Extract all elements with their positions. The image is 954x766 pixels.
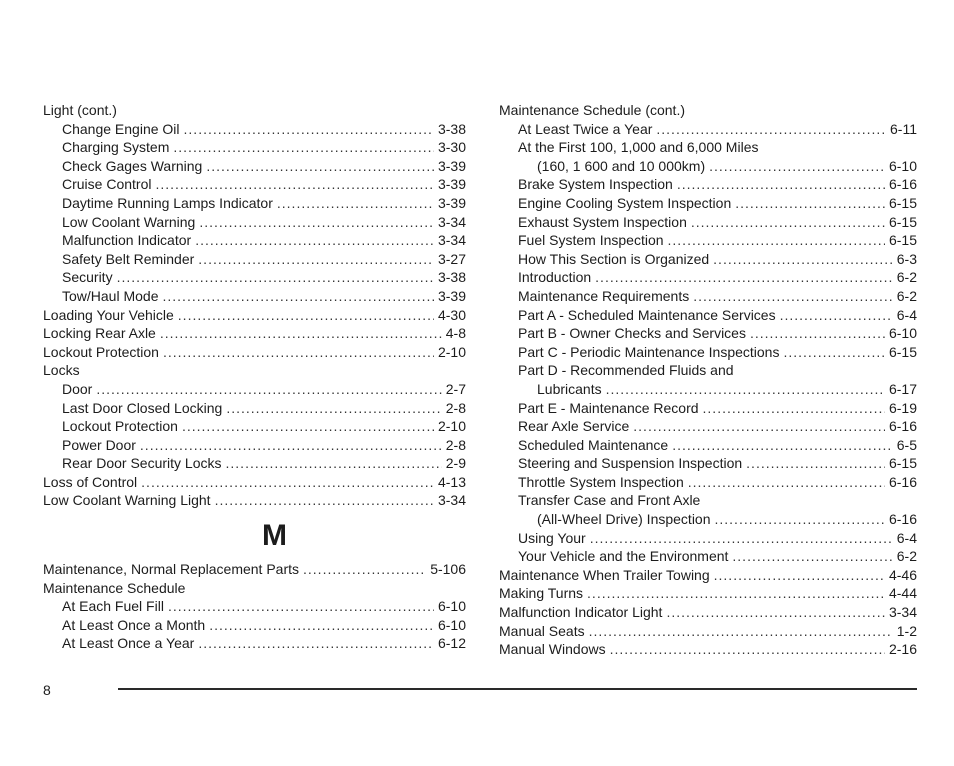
index-entry (43, 194, 466, 213)
index-entry (499, 268, 917, 287)
entry-label: Brake System Inspection (518, 176, 673, 193)
index-entry (499, 399, 917, 418)
index-entry (43, 473, 466, 492)
dot-leader (173, 138, 434, 157)
entry-page: 3-34 (437, 492, 466, 509)
dot-leader (215, 491, 434, 510)
dot-leader (96, 380, 441, 399)
index-column-right (499, 101, 917, 659)
entry-page: 3-39 (437, 157, 466, 174)
dot-leader (587, 584, 885, 603)
index-entry (499, 547, 917, 566)
entry-label: At Least Once a Month (62, 616, 206, 633)
entry-page: 6-4 (896, 529, 917, 546)
entry-label: Engine Cooling System Inspection (518, 194, 732, 211)
index-entry (43, 417, 466, 436)
index-entry (43, 597, 466, 616)
index-entry (43, 250, 466, 269)
entry-page: 3-38 (437, 269, 466, 286)
entry-page: 2-16 (888, 641, 917, 658)
index-entry (43, 175, 466, 194)
entry-page: 3-27 (437, 250, 466, 267)
dot-leader (160, 324, 442, 343)
entry-label: Safety Belt Reminder (62, 250, 195, 267)
dot-leader (199, 213, 434, 232)
dot-leader (140, 436, 442, 455)
entry-page: 3-39 (437, 176, 466, 193)
index-entry (499, 417, 917, 436)
entry-label: Part A - Scheduled Maintenance Services (518, 306, 776, 323)
index-entry (499, 510, 917, 529)
entry-label: Making Turns (499, 585, 584, 602)
entry-page: 6-12 (437, 635, 466, 652)
entry-page: 6-19 (888, 399, 917, 416)
index-entry (43, 101, 466, 120)
entry-label: Part B - Owner Checks and Services (518, 325, 746, 342)
dot-leader (715, 510, 885, 529)
entry-label: Manual Seats (499, 622, 585, 639)
dot-leader (141, 473, 434, 492)
entry-page: 6-2 (896, 287, 917, 304)
entry-label: Loading Your Vehicle (43, 306, 174, 323)
entry-label: Your Vehicle and the Environment (518, 548, 729, 565)
entry-label: Low Coolant Warning Light (43, 492, 211, 509)
index-entry (499, 491, 917, 510)
entry-label: Locking Rear Axle (43, 325, 156, 342)
index-entry (43, 361, 466, 380)
entry-page: 6-15 (888, 343, 917, 360)
entry-page: 3-38 (437, 120, 466, 137)
entry-page: 6-15 (888, 455, 917, 472)
index-entry (499, 473, 917, 492)
entry-page: 6-2 (896, 548, 917, 565)
entry-label: Introduction (518, 269, 592, 286)
entry-label: How This Section is Organized (518, 250, 710, 267)
index-entry (43, 616, 466, 635)
index-entry (43, 343, 466, 362)
index-entry (43, 120, 466, 139)
entry-label: Charging System (62, 139, 170, 156)
dot-leader (677, 175, 885, 194)
index-entry (499, 529, 917, 548)
entry-label: Steering and Suspension Inspection (518, 455, 743, 472)
entry-label: (All-Wheel Drive) Inspection (537, 511, 711, 528)
entry-page: 6-4 (896, 306, 917, 323)
entry-label: At Least Once a Year (62, 635, 195, 652)
entry-label: Maintenance, Normal Replacement Parts (43, 561, 300, 578)
dot-leader (209, 616, 434, 635)
entry-page: 3-34 (437, 213, 466, 230)
index-entry (499, 622, 917, 641)
index-entry (499, 361, 917, 380)
dot-leader (226, 399, 441, 418)
entry-page: 6-15 (888, 194, 917, 211)
dot-leader (668, 231, 885, 250)
entry-label: Part D - Recommended Fluids and (518, 362, 734, 379)
index-entry (499, 584, 917, 603)
entry-label: At the First 100, 1,000 and 6,000 Miles (518, 139, 759, 156)
entry-label: Maintenance Requirements (518, 287, 690, 304)
entry-label: Rear Door Security Locks (62, 455, 222, 472)
index-entry (499, 175, 917, 194)
entry-label: Lockout Protection (43, 343, 159, 360)
entry-page: 4-46 (888, 566, 917, 583)
entry-page: 2-9 (445, 455, 466, 472)
dot-leader (703, 399, 885, 418)
entry-page: 1-2 (896, 622, 917, 639)
entry-label: (160, 1 600 and 10 000km) (537, 157, 706, 174)
dot-leader (198, 250, 434, 269)
entry-page: 6-15 (888, 213, 917, 230)
entry-page: 6-10 (437, 616, 466, 633)
entry-page: 6-10 (437, 598, 466, 615)
index-entry (499, 343, 917, 362)
entry-page: 3-39 (437, 287, 466, 304)
index-entry (43, 157, 466, 176)
index-entry (43, 380, 466, 399)
entry-label: Throttle System Inspection (518, 473, 684, 490)
index-entry (499, 306, 917, 325)
index-entry (499, 436, 917, 455)
entry-page: 2-8 (445, 436, 466, 453)
entry-label: Manual Windows (499, 641, 606, 658)
index-entry (43, 231, 466, 250)
entry-page: 3-34 (437, 232, 466, 249)
entry-label: Change Engine Oil (62, 120, 180, 137)
dot-leader (184, 120, 434, 139)
dot-leader (168, 597, 434, 616)
entry-label: Part E - Maintenance Record (518, 399, 699, 416)
entry-page: 4-44 (888, 585, 917, 602)
index-entry (43, 399, 466, 418)
index-entry (499, 194, 917, 213)
entry-label: Part C - Periodic Maintenance Inspections (518, 343, 780, 360)
entry-page: 6-11 (890, 120, 917, 137)
dot-leader (672, 436, 893, 455)
dot-leader (163, 343, 434, 362)
entry-page: 3-39 (437, 194, 466, 211)
index-entry (499, 157, 917, 176)
entry-page: 4-30 (437, 306, 466, 323)
index-entry (43, 436, 466, 455)
entry-page: 5-106 (430, 561, 466, 578)
entry-label: Loss of Control (43, 473, 138, 490)
index-entry (43, 560, 466, 579)
entry-label: Lubricants (537, 380, 602, 397)
dot-leader (226, 454, 442, 473)
entry-page: 4-8 (445, 325, 466, 342)
entry-label: Exhaust System Inspection (518, 213, 687, 230)
entry-label: Lockout Protection (62, 418, 178, 435)
index-entry (43, 634, 466, 653)
dot-leader (746, 454, 885, 473)
entry-label: At Least Twice a Year (518, 120, 653, 137)
dot-leader (750, 324, 885, 343)
dot-leader (656, 120, 886, 139)
dot-leader (198, 634, 434, 653)
index-entry (499, 138, 917, 157)
entry-label: At Each Fuel Fill (62, 598, 164, 615)
index-entry (43, 138, 466, 157)
footer-rule (118, 688, 917, 690)
dot-leader (595, 268, 893, 287)
entry-label: Scheduled Maintenance (518, 436, 669, 453)
entry-page: 4-13 (437, 473, 466, 490)
entry-page: 2-10 (437, 418, 466, 435)
entry-label: Check Gages Warning (62, 157, 203, 174)
entry-label: Door (62, 380, 93, 397)
dot-leader (783, 343, 885, 362)
index-entry (43, 579, 466, 598)
entry-label: Cruise Control (62, 176, 152, 193)
entry-page: 6-3 (896, 250, 917, 267)
dot-leader (709, 157, 885, 176)
dot-leader (688, 473, 885, 492)
entry-label: Low Coolant Warning (62, 213, 196, 230)
index-entry (43, 491, 466, 510)
index-entry (499, 380, 917, 399)
entry-page: 6-16 (888, 511, 917, 528)
entry-label: Fuel System Inspection (518, 232, 664, 249)
dot-leader (610, 640, 885, 659)
page-number: 8 (43, 682, 51, 698)
dot-leader (606, 380, 885, 399)
entry-page: 6-16 (888, 176, 917, 193)
index-entry (43, 324, 466, 343)
entry-label: Maintenance When Trailer Towing (499, 566, 710, 583)
index-entry (499, 231, 917, 250)
entry-label: Transfer Case and Front Axle (518, 492, 701, 509)
entry-label: Maintenance Schedule (43, 579, 186, 596)
entry-page: 6-17 (888, 380, 917, 397)
index-entry (43, 213, 466, 232)
entry-page: 6-16 (888, 473, 917, 490)
index-entry (499, 566, 917, 585)
dot-leader (633, 417, 885, 436)
index-entry (43, 306, 466, 325)
dot-leader (714, 566, 885, 585)
entry-label: Malfunction Indicator Light (499, 604, 663, 621)
dot-leader (732, 547, 892, 566)
dot-leader (206, 157, 434, 176)
entry-label: Rear Axle Service (518, 418, 630, 435)
index-entry (499, 454, 917, 473)
dot-leader (713, 250, 893, 269)
dot-leader (182, 417, 434, 436)
entry-label: Light (cont.) (43, 102, 117, 118)
index-entry (499, 120, 917, 139)
entry-label: Last Door Closed Locking (62, 399, 223, 416)
index-entry (499, 603, 917, 622)
entry-page: 6-15 (888, 232, 917, 249)
dot-leader (691, 213, 885, 232)
dot-leader (155, 175, 433, 194)
index-entry (499, 287, 917, 306)
index-entry (499, 101, 917, 120)
entry-label: Tow/Haul Mode (62, 287, 159, 304)
entry-page: 3-30 (437, 139, 466, 156)
index-entry (43, 287, 466, 306)
entry-page: 2-8 (445, 399, 466, 416)
entry-page: 2-7 (445, 380, 466, 397)
dot-leader (195, 231, 434, 250)
entry-label: Maintenance Schedule (cont.) (499, 102, 685, 118)
index-entry (43, 268, 466, 287)
entry-label: Malfunction Indicator (62, 232, 192, 249)
index-entry (499, 640, 917, 659)
dot-leader (163, 287, 434, 306)
entry-page: 6-10 (888, 325, 917, 342)
dot-leader (589, 622, 893, 641)
dot-leader (780, 306, 893, 325)
index-column-left (43, 101, 466, 653)
dot-leader (693, 287, 893, 306)
index-entry (499, 324, 917, 343)
entry-page: 6-2 (896, 269, 917, 286)
section-letter: M (262, 519, 287, 553)
dot-leader (735, 194, 885, 213)
entry-label: Daytime Running Lamps Indicator (62, 194, 273, 211)
dot-leader (303, 560, 426, 579)
index-entry (499, 250, 917, 269)
entry-page: 6-16 (888, 418, 917, 435)
dot-leader (277, 194, 434, 213)
entry-label: Locks (43, 362, 80, 379)
dot-leader (666, 603, 885, 622)
index-entry (43, 454, 466, 473)
dot-leader (117, 268, 434, 287)
index-entry (499, 213, 917, 232)
dot-leader (590, 529, 893, 548)
entry-page: 6-5 (896, 436, 917, 453)
entry-label: Power Door (62, 436, 136, 453)
entry-label: Using Your (518, 529, 586, 546)
entry-page: 3-34 (888, 604, 917, 621)
dot-leader (178, 306, 434, 325)
entry-label: Security (62, 269, 113, 286)
entry-page: 6-10 (888, 157, 917, 174)
entry-page: 2-10 (437, 343, 466, 360)
